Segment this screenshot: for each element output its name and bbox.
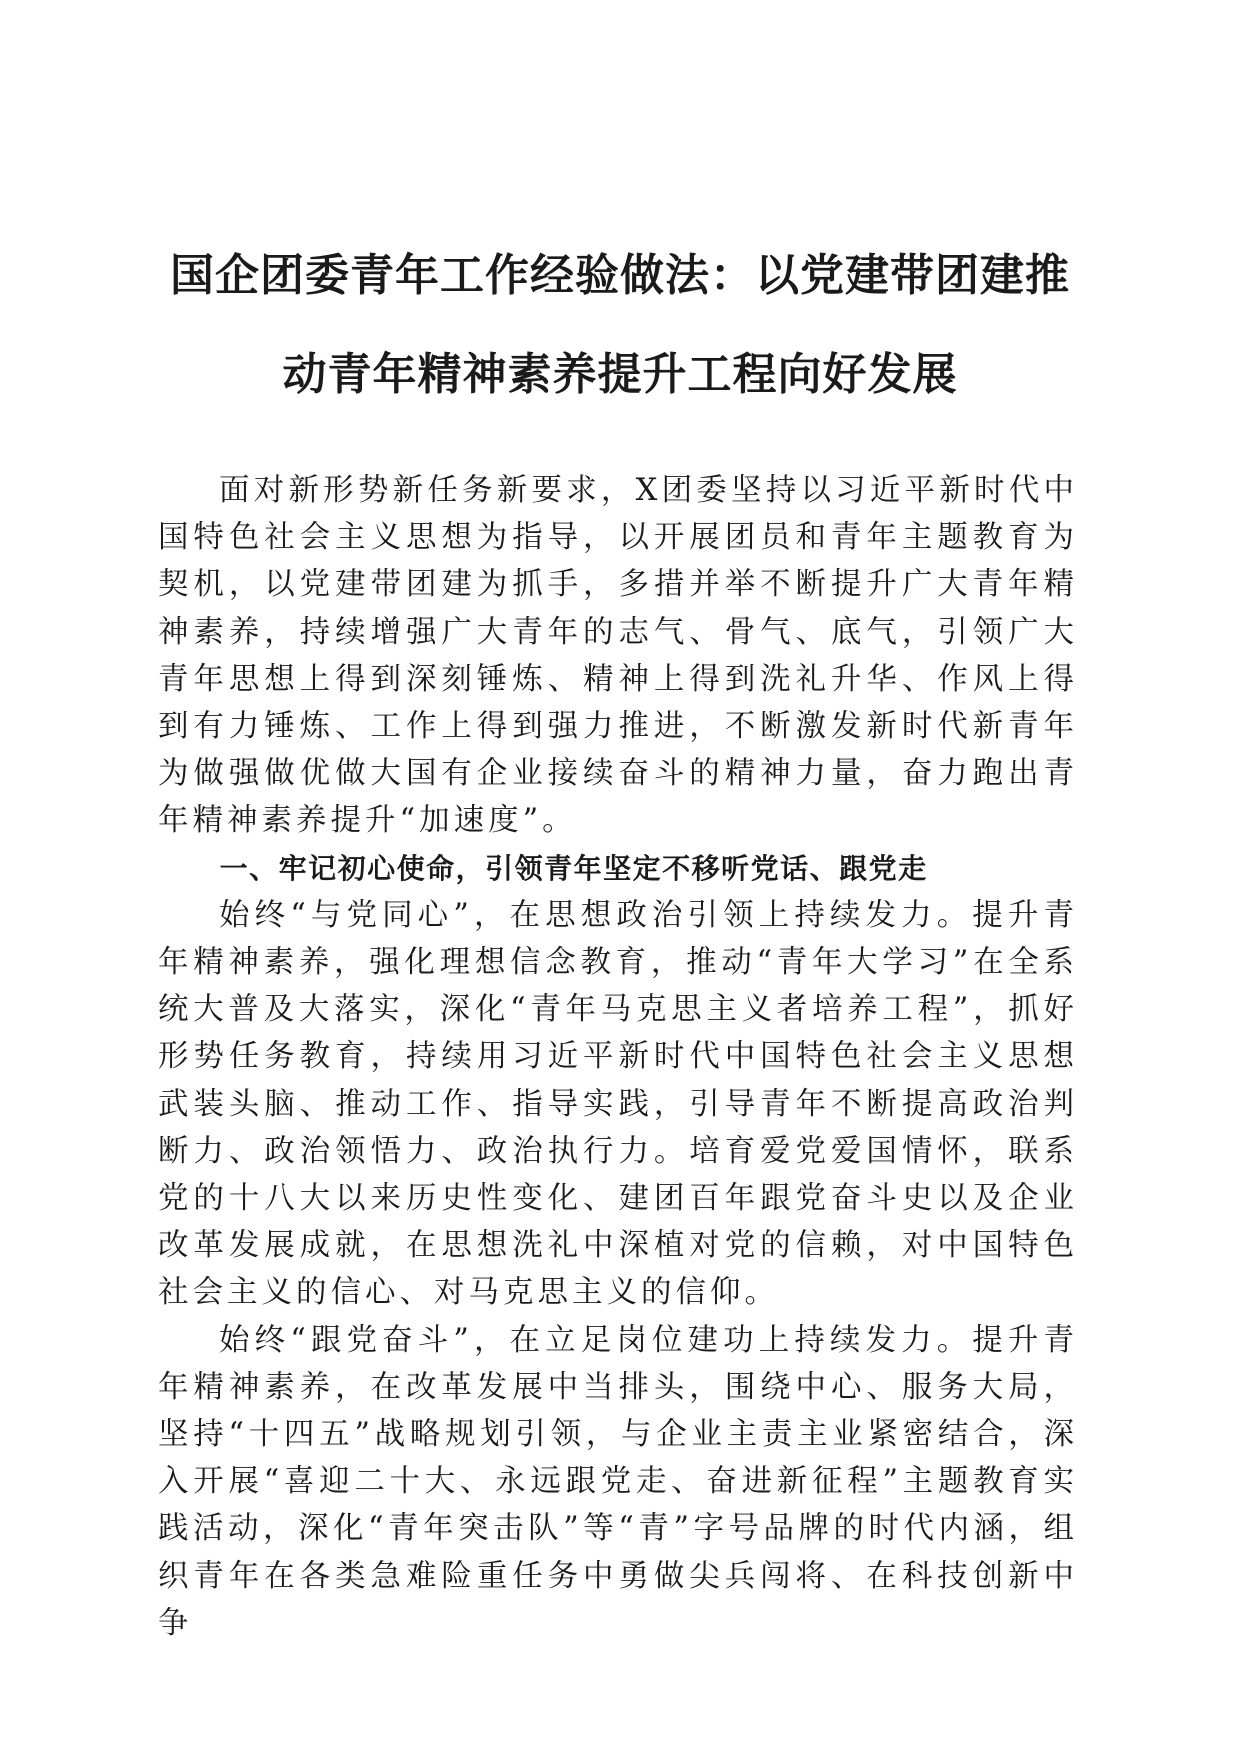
document-title <box>140 226 1100 424</box>
section-1-paragraph-2: 始终“跟党奋斗”，在立足岗位建功上持续发力。提升青年精神素养，在改革发展中当排头，围绕中心、服务大局，坚持“十四五”战略规划引领，与企业主责主业紧密结合，深入开展“喜迎二十大、永远跟党走、奋进新征程”主题教育实践活动，深化“青年突击队”等“青”字号品牌的时代内涵，组织青年在各类急难险重任务中勇做尖兵闯将、在科技创新中争 <box>158 1322 1078 1641</box>
title-line-1: 国企团委青年工作经验做法：以党建带团建推 <box>170 250 1070 301</box>
title-line-2: 动青年精神素养提升工程向好发展 <box>282 349 958 400</box>
section-1-heading: 一、牢记初心使命，引领青年坚定不移听党话、跟党走 <box>219 851 928 885</box>
section-1-paragraph-1: 始终“与党同心”，在思想政治引领上持续发力。提升青年精神素养，强化理想信念教育，推动“青年大学习”在全系统大普及大落实，深化“青年马克思主义者培养工程”，抓好形势任务教育，持续用习近平新时代中国特色社会主义思想武装头脑、推动工作、指导实践，引导青年不断提高政治判断力、政治领悟力、政治执行力。培育爱党爱国情怀，联系党的十八大以来历史性变化、建团百年跟党奋斗史以及企业改革发展成就，在思想洗礼中深植对党的信赖，对中国特色社会主义的信心、对马克思主义的信仰。 <box>158 897 1078 1311</box>
intro-paragraph: 面对新形势新任务新要求，X团委坚持以习近平新时代中国特色社会主义思想为指导，以开展团员和青年主题教育为契机，以党建带团建为抓手，多措并举不断提升广大青年精神素养，持续增强广大青年的志气、骨气、底气，引领广大青年思想上得到深刻锤炼、精神上得到洗礼升华、作风上得到有力锤炼、工作上得到强力推进，不断激发新时代新青年为做强做优做大国有企业接续奋斗的精神力量，奋力跑出青年精神素养提升“加速度”。 <box>158 473 1078 839</box>
document-body <box>158 467 1078 1647</box>
